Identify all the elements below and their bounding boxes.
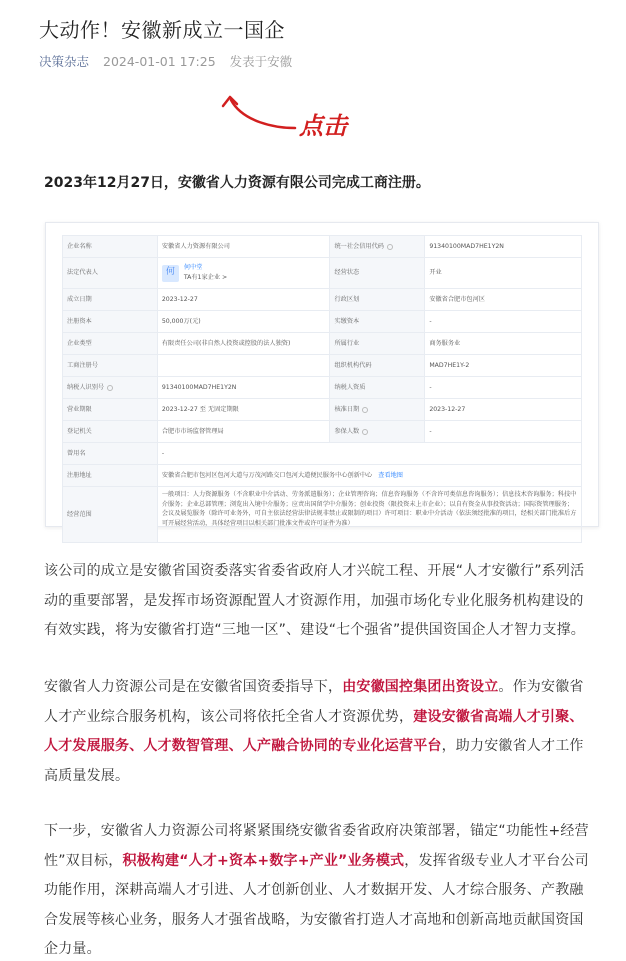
label-reg-no: 工商注册号 (63, 355, 158, 376)
table-row (63, 443, 582, 465)
value-authority: 合肥市市场监督管理局 (158, 421, 331, 442)
label-insured: 参保人数 (330, 421, 425, 442)
value-paid-capital: - (425, 311, 582, 332)
label-scope: 经营范围 (63, 487, 158, 542)
label-taxpayer-id: 纳税人识别号 (63, 377, 158, 398)
value-taxpayer-quality: - (425, 377, 582, 398)
table-row (63, 465, 582, 487)
label-capital: 注册资本 (63, 311, 158, 332)
label-approval-date: 核准日期 (330, 399, 425, 420)
value-district: 安徽省合肥市包河区 (425, 289, 582, 310)
label-industry: 所属行业 (330, 333, 425, 354)
value-established: 2023-12-27 (158, 289, 331, 310)
paragraph-2: 安徽省人力资源公司是在安徽省国资委指导下，由安徽国控集团出资设立。作为安徽省人才产业综合服务机构，该公司将依托全省人才资源优势，建设安徽省高端人才引聚、人才发展服务、人才数智管理、人产融合协同的专业化运营平台，助力安徽省人才工作高质量发展。 (44, 679, 584, 784)
legal-rep-name-link[interactable]: 何中堂 (183, 264, 203, 272)
publish-location: 发表于安徽 (229, 54, 293, 69)
value-credit-code: 91340100MAD7HE1Y2N (425, 236, 582, 257)
label-term: 营业期限 (63, 399, 158, 420)
article-title: 大动作！安徽新成立一国企 (39, 18, 285, 42)
company-registry-image (45, 222, 599, 527)
value-insured: - (425, 421, 582, 442)
label-credit-code: 统一社会信用代码 (330, 236, 425, 257)
help-icon (107, 385, 113, 391)
account-name-link[interactable]: 决策杂志 (39, 54, 90, 69)
registry-table (62, 235, 582, 543)
paragraph-1: 该公司的成立是安徽省国资委落实省委省政府人才兴皖工程、开展“人才安徽行”系列活动的重要部署，是发挥市场资源配置人才资源作用，加强市场化专业化服务机构建设的有效实践，将为安徽省打造“三地一区”、建设“七个强省”提供国资国企人才智力支撑。 (44, 563, 586, 638)
table-row (63, 258, 582, 289)
label-former-name: 曾用名 (63, 443, 158, 464)
arrow-up-left-icon (231, 100, 295, 128)
table-row (63, 399, 582, 421)
value-status: 开业 (425, 258, 582, 288)
label-status: 经营状态 (330, 258, 425, 288)
highlight-text: 由安徽国控集团出资设立 (342, 679, 499, 695)
label-address: 注册地址 (63, 465, 158, 486)
lead-sentence: 2023年12月27日，安徽省人力资源有限公司完成工商注册。 (44, 175, 430, 191)
paragraph-3: 下一步，安徽省人力资源公司将紧紧围绕安徽省委省政府决策部署，锚定“功能性+经营性”双目标，积极构建“人才+资本+数字+产业”业务模式，发挥省级专业人才平台公司功能作用，深耕高端人才引进、人才创新创业、人才数据开发、人才综合服务、产教融合发展等核心业务，服务人才强省战略，为安徽省打造人才高地和创新高地贡献国资国企力量。 (44, 823, 589, 957)
table-row (63, 421, 582, 443)
value-type: 有限责任公司(非自然人投资或控股的法人独资) (158, 333, 331, 354)
value-taxpayer-id: 91340100MAD7HE1Y2N (158, 377, 331, 398)
table-row (63, 377, 582, 399)
label-authority: 登记机关 (63, 421, 158, 442)
label-type: 企业类型 (63, 333, 158, 354)
publish-date: 2024-01-01 17:25 (103, 54, 216, 69)
value-capital: 50,000万(元) (158, 311, 331, 332)
label-org-code: 组织机构代码 (330, 355, 425, 376)
value-reg-no (158, 355, 331, 376)
table-row (63, 487, 582, 543)
avatar: 何 (162, 265, 179, 282)
value-address: 安徽省合肥市包河区包河大道与万茂河路交口包河大道便民服务中心创新中心 查看地图 (158, 465, 582, 486)
label-taxpayer-quality: 纳税人资质 (330, 377, 425, 398)
article-meta (39, 52, 292, 70)
view-map-link[interactable]: 查看地图 (378, 471, 403, 479)
table-row (63, 289, 582, 311)
help-icon (387, 244, 393, 250)
help-icon (362, 407, 368, 413)
value-legal-rep[interactable] (158, 258, 331, 288)
value-former-name: - (158, 443, 582, 464)
annotation-text: 点击 (299, 111, 347, 140)
table-row (63, 355, 582, 377)
label-paid-capital: 实缴资本 (330, 311, 425, 332)
value-org-code: MAD7HE1Y-2 (425, 355, 582, 376)
value-industry: 商务服务业 (425, 333, 582, 354)
help-icon (362, 429, 368, 435)
table-row (63, 333, 582, 355)
highlight-text: 积极构建“人才+资本+数字+产业”业务模式 (122, 852, 405, 869)
table-row (63, 311, 582, 333)
label-district: 行政区划 (330, 289, 425, 310)
value-approval-date: 2023-12-27 (425, 399, 582, 420)
label-legal-rep: 法定代表人 (63, 258, 158, 288)
value-company-name: 安徽省人力资源有限公司 (158, 236, 331, 257)
table-row (63, 236, 582, 258)
label-established: 成立日期 (63, 289, 158, 310)
value-scope: 一般项目：人力资源服务（不含职业中介活动、劳务派遣服务）；企业管理咨询；信息咨询服务（不含许可类信息咨询服务）；信息技术咨询服务；科技中介服务；企业总部管理；浏览出入境中介服务；应责出国留学中介服务；创业投资（限投资未上市企业）；以自有资金从事投资活动；国际资管理服务；会议及展览服务（除许可业务外，可自主依法经营法律法规非禁止或限制的项目）许可项目：职业中介活动（依法须经批准的项目，经相关部门批准后方可开展经营活动，具体经营项目以相关部门批准文件或许可证件为准） (158, 487, 582, 542)
label-company-name: 企业名称 (63, 236, 158, 257)
legal-rep-note: TA有1家企业 > (183, 274, 228, 281)
highlight-text: 建设安徽省高端人才引聚、人才发展服务、人才数智管理、人产融合协同的专业化运营平台 (44, 708, 584, 754)
click-annotation (215, 88, 365, 148)
value-term: 2023-12-27 至 无固定期限 (158, 399, 331, 420)
